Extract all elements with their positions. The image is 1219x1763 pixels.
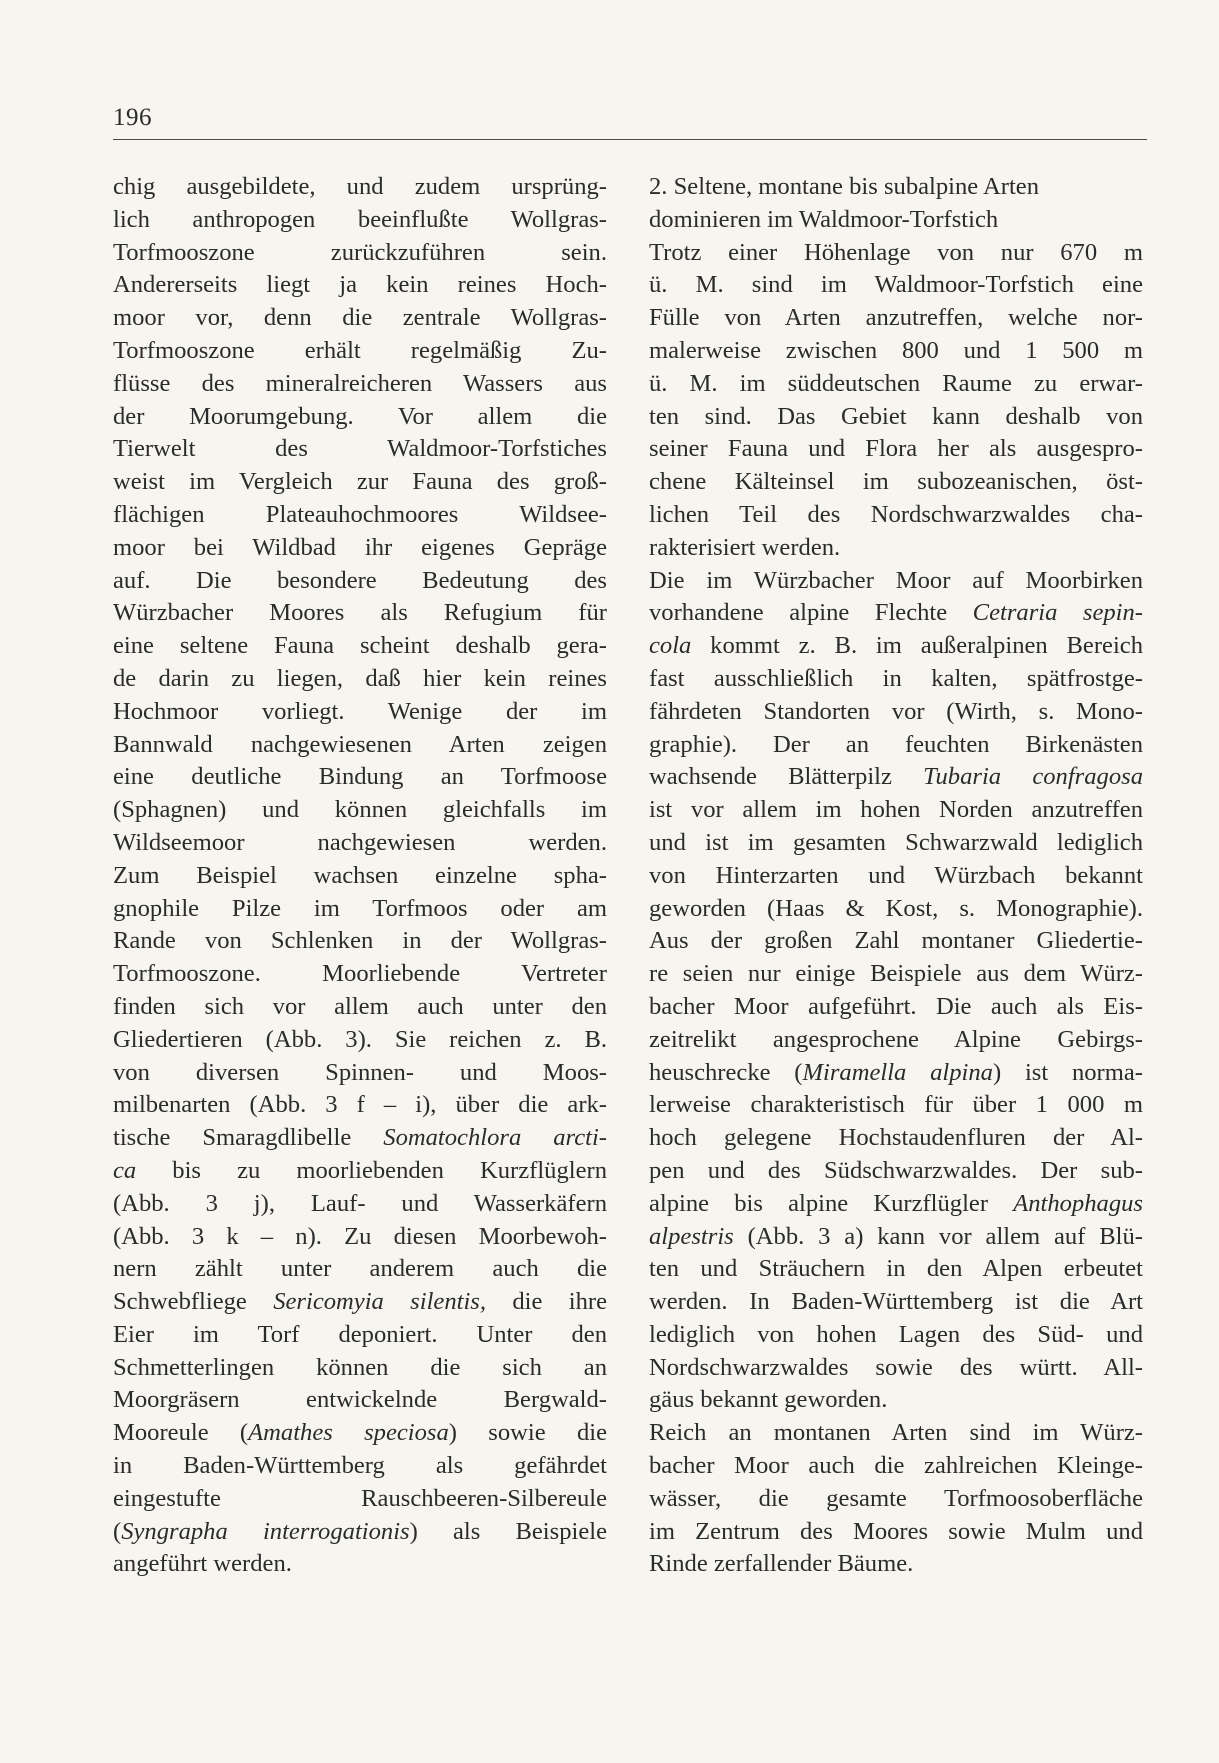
line-text: Eier im Torf deponiert. Unter den (113, 1320, 607, 1348)
line-text: gäus bekannt geworden. (649, 1386, 888, 1414)
line-text: dominieren im Waldmoor-Torfstich (649, 205, 999, 233)
species-name: Somatochlora arcti- (383, 1124, 607, 1152)
line-text: moor vor, denn die zentrale Wollgras- (113, 304, 607, 332)
text-line (649, 827, 1143, 860)
line-text: Gliedertieren (Abb. 3). Sie reichen z. B. (113, 1025, 607, 1053)
line-text: ( (113, 1517, 122, 1545)
text-line (649, 1483, 1143, 1516)
line-text: bis zu moorliebenden Kurzflüglern (136, 1156, 607, 1184)
line-text: lichen Teil des Nordschwarzwaldes cha- (649, 500, 1143, 528)
line-text: angeführt werden. (113, 1550, 292, 1578)
text-line (649, 1286, 1143, 1319)
text-line (649, 925, 1143, 958)
text-line (649, 1253, 1143, 1286)
line-text: fährdeten Standorten vor (Wirth, s. Mono- (649, 697, 1143, 725)
line-text: finden sich vor allem auch unter den (113, 992, 607, 1020)
line-text: flüsse des mineralreicheren Wassers aus (113, 369, 607, 397)
line-text: Wildseemoor nachgewiesen werden. (113, 828, 607, 856)
line-text: ten und Sträuchern in den Alpen erbeutet (649, 1255, 1143, 1283)
text-line (113, 761, 607, 794)
species-name: Anthophagus (1013, 1189, 1143, 1217)
line-text: chene Kälteinsel im subozeanischen, öst- (649, 468, 1143, 496)
text-line (649, 171, 1143, 204)
line-text: ten sind. Das Gebiet kann deshalb von (649, 402, 1143, 430)
line-text: werden. In Baden-Württemberg ist die Art (649, 1288, 1143, 1316)
line-text: bacher Moor aufgeführt. Die auch als Eis- (649, 992, 1143, 1020)
line-text: hoch gelegene Hochstaudenfluren der Al- (649, 1124, 1143, 1152)
line-text: wachsende Blätterpilz (649, 763, 924, 791)
text-line (113, 171, 607, 204)
text-line (113, 335, 607, 368)
text-line (113, 925, 607, 958)
line-text: (Abb. 3 j), Lauf- und Wasserkäfern (113, 1189, 607, 1217)
text-line (649, 860, 1143, 893)
line-text: Aus der großen Zahl montaner Gliedertie- (649, 927, 1143, 955)
text-line (649, 368, 1143, 401)
text-line (113, 1024, 607, 1057)
text-line (649, 401, 1143, 434)
text-line (649, 433, 1143, 466)
text-line (649, 335, 1143, 368)
line-text: in Baden-Württemberg als gefährdet (113, 1452, 607, 1480)
right-column (649, 171, 1143, 1581)
line-text: alpine bis alpine Kurzflügler (649, 1189, 1014, 1217)
line-text: tische Smaragdlibelle (113, 1124, 384, 1152)
text-line (113, 1483, 607, 1516)
text-line (649, 630, 1143, 663)
line-text: lediglich von hohen Lagen des Süd- und (649, 1320, 1143, 1348)
line-text: flächigen Plateauhochmoores Wildsee- (113, 500, 607, 528)
text-line (113, 794, 607, 827)
text-line (649, 729, 1143, 762)
text-line (113, 597, 607, 630)
line-text: re seien nur einige Beispiele aus dem Würz- (649, 960, 1143, 988)
line-text: Nordschwarzwaldes sowie des württ. All- (649, 1353, 1143, 1381)
line-text: Andererseits liegt ja kein reines Hoch- (113, 271, 607, 299)
text-line (113, 1089, 607, 1122)
line-text: Würzbacher Moores als Refugium für (113, 599, 607, 627)
text-line (649, 466, 1143, 499)
text-line (649, 532, 1143, 565)
line-text: Reich an montanen Arten sind im Würz- (649, 1419, 1143, 1447)
text-line (113, 827, 607, 860)
species-name: Amathes speciosa (248, 1419, 449, 1447)
text-line (113, 696, 607, 729)
line-text: ) als Beispiele (409, 1517, 607, 1545)
text-line (113, 958, 607, 991)
text-line (113, 1352, 607, 1385)
line-text: Rinde zerfallender Bäume. (649, 1550, 914, 1578)
line-text: ü. M. sind im Waldmoor-Torfstich eine (649, 271, 1143, 299)
text-line (649, 597, 1143, 630)
text-line (113, 991, 607, 1024)
text-line (649, 1089, 1143, 1122)
line-text: de darin zu liegen, daß hier kein reines (113, 664, 607, 692)
text-line (113, 204, 607, 237)
line-text: Trotz einer Höhenlage von nur 670 m (649, 238, 1143, 266)
species-name: Miramella alpina (802, 1058, 993, 1086)
species-name: Sericomyia silentis, (273, 1288, 487, 1316)
line-text: Torfmooszone zurückzuführen sein. (113, 238, 607, 266)
line-text: geworden (Haas & Kost, s. Monographie). (649, 894, 1143, 922)
line-text: eine deutliche Bindung an Torfmoose (113, 763, 607, 791)
line-text: Schwebfliege (113, 1288, 274, 1316)
text-line (113, 302, 607, 335)
line-text: von diversen Spinnen- und Moos- (113, 1058, 607, 1086)
line-text: heuschrecke ( (649, 1058, 803, 1086)
text-line (649, 696, 1143, 729)
text-line (649, 1417, 1143, 1450)
line-text: kommt z. B. im außeralpinen Bereich (691, 632, 1143, 660)
line-text: ist vor allem im hohen Norden anzutreffen (649, 796, 1143, 824)
line-text: Rande von Schlenken in der Wollgras- (113, 927, 607, 955)
line-text: zeitrelikt angesprochene Alpine Gebirgs- (649, 1025, 1143, 1053)
text-line (649, 991, 1143, 1024)
text-line (649, 269, 1143, 302)
line-text: eingestufte Rauschbeeren-Silbereule (113, 1484, 607, 1512)
text-line (649, 1384, 1143, 1417)
line-text: weist im Vergleich zur Fauna des groß- (113, 468, 607, 496)
text-line (649, 1319, 1143, 1352)
species-name: Cetraria sepin- (972, 599, 1143, 627)
text-line (649, 1122, 1143, 1155)
text-line (649, 761, 1143, 794)
line-text: Fülle von Arten anzutreffen, welche nor- (649, 304, 1143, 332)
text-line (113, 893, 607, 926)
text-line (113, 1450, 607, 1483)
text-line (113, 532, 607, 565)
line-text: gnophile Pilze im Torfmoos oder am (113, 894, 607, 922)
text-line (113, 1548, 607, 1581)
line-text: die ihre (486, 1288, 608, 1316)
line-text: Hochmoor vorliegt. Wenige der im (113, 697, 607, 725)
line-text: milbenarten (Abb. 3 f – i), über die ark- (113, 1091, 607, 1119)
text-line (113, 1122, 607, 1155)
left-column (113, 171, 607, 1581)
header-rule (113, 139, 1147, 140)
line-text: Bannwald nachgewiesenen Arten zeigen (113, 730, 607, 758)
text-line (649, 204, 1143, 237)
line-text: lerweise charakteristisch für über 1 000 m (649, 1091, 1143, 1119)
text-line (113, 1057, 607, 1090)
species-name: Tubaria confragosa (923, 763, 1143, 791)
text-line (113, 630, 607, 663)
text-line (113, 1516, 607, 1549)
line-text: Torfmooszone. Moorliebende Vertreter (113, 960, 607, 988)
line-text: ) ist norma- (992, 1058, 1143, 1086)
text-line (113, 860, 607, 893)
text-line (649, 794, 1143, 827)
line-text: ü. M. im süddeutschen Raume zu erwar- (649, 369, 1143, 397)
line-text: von Hinterzarten und Würzbach bekannt (649, 861, 1143, 889)
line-text: Torfmooszone erhält regelmäßig Zu- (113, 336, 607, 364)
line-text: eine seltene Fauna scheint deshalb gera- (113, 632, 607, 660)
text-line (113, 729, 607, 762)
text-line (113, 1221, 607, 1254)
text-line (113, 1155, 607, 1188)
text-line (113, 1253, 607, 1286)
line-text: Die im Würzbacher Moor auf Moorbirken (649, 566, 1143, 594)
text-line (113, 237, 607, 270)
text-line (113, 401, 607, 434)
species-name: Syngrapha interrogationis (121, 1517, 410, 1545)
line-text: ) sowie die (448, 1419, 607, 1447)
text-line (113, 466, 607, 499)
line-text: pen und des Südschwarzwaldes. Der sub- (649, 1156, 1143, 1184)
line-text: und ist im gesamten Schwarzwald lediglich (649, 828, 1143, 856)
text-line (649, 958, 1143, 991)
line-text: nern zählt unter anderem auch die (113, 1255, 607, 1283)
species-name: ca (113, 1156, 137, 1184)
line-text: 2. Seltene, montane bis subalpine Arten (649, 173, 1040, 200)
text-line (649, 1057, 1143, 1090)
text-line (113, 269, 607, 302)
line-text: (Abb. 3 k – n). Zu diesen Moorbewoh- (113, 1222, 607, 1250)
text-line (113, 499, 607, 532)
text-line (649, 1024, 1143, 1057)
species-name: alpestris (649, 1222, 734, 1250)
text-line (649, 1516, 1143, 1549)
text-line (113, 433, 607, 466)
line-text: graphie). Der an feuchten Birkenästen (649, 730, 1143, 758)
line-text: wässer, die gesamte Torfmoosoberfläche (649, 1484, 1143, 1512)
line-text: Zum Beispiel wachsen einzelne spha- (113, 861, 607, 889)
text-line (649, 663, 1143, 696)
text-line (649, 1450, 1143, 1483)
line-text: im Zentrum des Moores sowie Mulm und (649, 1517, 1143, 1545)
line-text: moor bei Wildbad ihr eigenes Gepräge (113, 533, 607, 561)
text-line (113, 1319, 607, 1352)
line-text: malerweise zwischen 800 und 1 500 m (649, 336, 1143, 364)
line-text: fast ausschließlich in kalten, spätfrostge- (649, 664, 1143, 692)
text-line (113, 1417, 607, 1450)
line-text: auf. Die besondere Bedeutung des (113, 566, 607, 594)
line-text: bacher Moor auch die zahlreichen Kleinge- (649, 1452, 1143, 1480)
text-line (649, 237, 1143, 270)
text-line (649, 893, 1143, 926)
line-text: seiner Fauna und Flora her als ausgespro- (649, 435, 1143, 463)
text-line (113, 1286, 607, 1319)
line-text: (Sphagnen) und können gleichfalls im (113, 796, 607, 824)
line-text: vorhandene alpine Flechte (649, 599, 973, 627)
text-line (113, 1384, 607, 1417)
line-text: Schmetterlingen können die sich an (113, 1353, 607, 1381)
text-line (649, 1352, 1143, 1385)
text-line (113, 565, 607, 598)
text-line (113, 663, 607, 696)
text-line (649, 1155, 1143, 1188)
line-text: chig ausgebildete, und zudem ursprüng- (113, 173, 607, 200)
line-text: Tierwelt des Waldmoor-Torfstiches (113, 435, 607, 463)
text-line (113, 368, 607, 401)
line-text: Moorgräsern entwickelnde Bergwald- (113, 1386, 607, 1414)
text-line (649, 565, 1143, 598)
line-text: der Moorumgebung. Vor allem die (113, 402, 607, 430)
species-name: cola (649, 632, 692, 660)
text-line (649, 1548, 1143, 1581)
text-line (649, 499, 1143, 532)
text-line (113, 1188, 607, 1221)
line-text: Mooreule ( (113, 1419, 249, 1447)
line-text: lich anthropogen beeinflußte Wollgras- (113, 205, 607, 233)
line-text: rakterisiert werden. (649, 533, 841, 561)
text-line (649, 1188, 1143, 1221)
page-number: 196 (113, 104, 152, 131)
text-line (649, 302, 1143, 335)
line-text: (Abb. 3 a) kann vor allem auf Blü- (733, 1222, 1143, 1250)
text-line (649, 1221, 1143, 1254)
